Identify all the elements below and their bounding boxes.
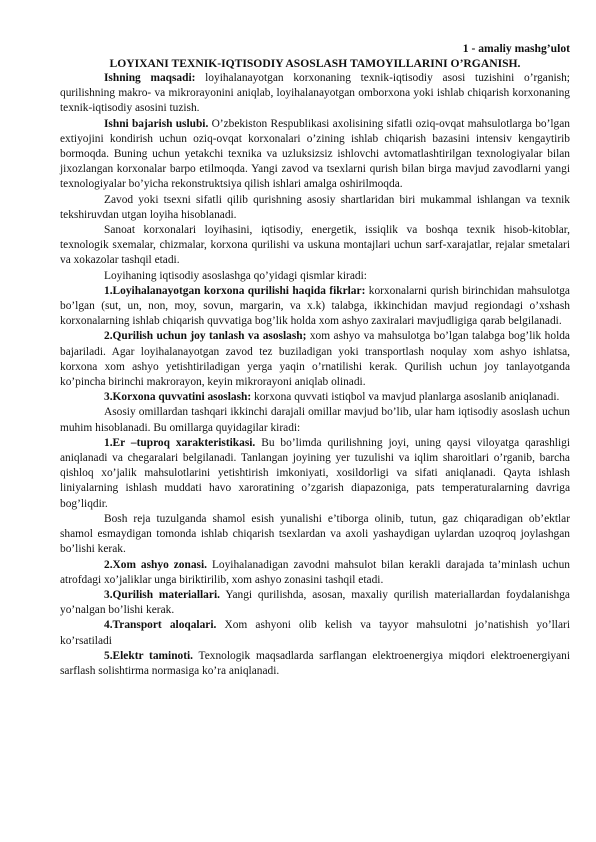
paragraph <box>60 269 570 284</box>
paragraph-lead: 2.Xom ashyo zonasi. <box>104 558 207 571</box>
numbered-paragraph <box>60 329 570 390</box>
numbered-paragraph <box>60 558 570 588</box>
paragraph <box>60 405 570 435</box>
numbered-paragraph <box>60 390 570 405</box>
paragraph-lead: Ishning maqsadi: <box>104 72 196 84</box>
paragraph-text: Sanoat korxonalari loyihasini, iqtisodiy, energetik, issiqlik va boshqa texnik hisob-kitoblar, texnologik sxemalar, chizmalar, korxona qurilishi va uskuna montajlari uchun sarf-xarajatlar, rejalar smetalari va xokazolar tashqil etadi. <box>60 224 570 267</box>
numbered-paragraph <box>60 284 570 330</box>
paragraph-text: O’zbekiston Respublikasi axolisining sifatli oziq-ovqat mahsulotlarga bo’lgan extiyojini kondirish uchun oziq-ovqat korxonalari o’zining ishlab chiqarish bazasini intensiv kengaytirib bormoqda. Buning uchun yetakchi texnika va uzluksizsiz ishlovchi avtomatlashtirilgan texnologiyalar bilan jixozlangan korxonalar barpo etilmoqda. Yangi zavod va tsexlarni qurish bilan birga mavjud zavodlarni yangi texnologiyalar bo’yicha rekonstruktsiya qilish ishlari amalga oshirilmoqda. <box>60 117 570 191</box>
paragraph-lead: Ishni bajarish uslubi. <box>104 117 209 130</box>
paragraph-lead: 3.Korxona quvvatini asoslash: <box>104 391 252 404</box>
paragraph-lead: 3.Qurilish materiallari. <box>104 588 220 601</box>
numbered-paragraph <box>60 588 570 618</box>
paragraph-text: Bosh reja tuzulganda shamol esish yunalishi e’tiborga olinib, tutun, gaz chiqaradigan ob’ektlar shamol esmaydigan tomonda ishlab chiqarish tsexlardan va axoli yashaydigan uylardan uzoqroq joylashgan bo’lishi kerak. <box>60 512 570 556</box>
paragraph-text: Yangi qurilishda, asosan, maxaliy qurilish materiallardan foydalanishga yo’nalgan bo’lishi kerak. <box>60 588 570 617</box>
paragraph-lead: 1.Er –tuproq xarakteristikasi. <box>104 436 256 449</box>
paragraph-lead: 4.Transport aloqalari. <box>104 619 217 632</box>
paragraph-lead: 2.Qurilish uchun joy tanlash va asoslash; <box>104 330 307 343</box>
document-title: LOYIXANI TEXNIK-IQTISODIY ASOSLASH TAMOYILLARINI O’RGANISH. <box>109 57 521 70</box>
paragraph <box>60 223 570 269</box>
paragraph-text: Loyihalanadigan zavodni mahsulot bilan kerakli darajada ta’minlash uchun atrofdagi xo’jaliklar unga biriktirilib, xom ashyo zonasini tashqil etadi. <box>60 558 570 586</box>
document-page <box>60 41 570 679</box>
paragraph-text: Xom ashyoni olib kelish va tayyor mahsulotni jo’natishish yo’llari ko’rsatiladi <box>60 619 570 647</box>
paragraph <box>60 193 570 223</box>
numbered-paragraph <box>60 649 570 679</box>
numbered-paragraph <box>60 436 570 512</box>
paragraph-text: Asosiy omillardan tashqari ikkinchi darajali omillar mavjud bo’lib, ular ham iqtisodiy asoslash uchun muhim hisoblanadi. Bu omillarga quyidagilar kiradi: <box>60 406 570 434</box>
paragraph <box>60 512 570 558</box>
paragraph-text: Zavod yoki tsexni sifatli qilib qurishning asosiy shartlaridan biri mukammal ishlangan va texnik tekshiruvdan utgan loyiha hisoblanadi. <box>60 193 570 221</box>
paragraph-text: korxona quvvati istiqbol va mavjud planlarga asoslanib aniqlanadi. <box>251 391 560 404</box>
paragraph-text: Bu bo’limda qurilishning joyi, uning qaysi viloyatga qarashligi aniqlanadi va chegaralari belgilanadi. Tanlangan joyining yer tuzulishi va iqlim sharoitlari o’rganib, barcha qishloq xo’jalik mahsulotlarini yetishtirish imkoniyati, xosildorligi va sifati aniqlanadi. Qayta ishlash liniyalarning ishlash muddati havo xaroratining o’zgarish diapazoniga, pats temperaturalarning davriga bog’liqdir. <box>60 436 571 510</box>
paragraph-text: loyihalanayotgan korxonaning texnik-iqtisodiy asosi tuzishini o’rganish; qurilishning makro- va mikrorayonini aniqlab, loyihalanayotgan omborxona yoki ishlab chiqarish korxonaning texnik-iqtisodiy asosini tuzish. <box>60 72 570 115</box>
paragraph-text: korxonalarni qurish birinchidan mahsulotga bo’lgan (sut, un, non, moy, sovun, margarin, va x.k) talabga, ikkinchidan mavjud regiondagi o’xshash korxonalarning ishlab chiqarish quvvatiga bog’lik holda xom ashyo zaxiralari mavjudligiga qarab belgilanadi. <box>60 284 570 328</box>
paragraph-text: xom ashyo va mahsulotga bo’lgan talabga bog’lik holda bajariladi. Agar loyihalanayotgan zavod tez buziladigan yoki transportlash noqulay xom ashyo ishlatsa, korxona xom ashyo yetishtiriladigan yerga yaqin o’rnatilishi kerak. Qurilish uchun joy tanlayotganda ko’pincha birinchi makrorayon, keyin mikrorayoni aniqlab olinadi. <box>60 330 570 389</box>
paragraph-method <box>60 117 570 193</box>
practice-label: 1 - amaliy mashg’ulot <box>462 42 570 55</box>
paragraph-text: Loyihaning iqtisodiy asoslashga qo’yidagi qismlar kiradi: <box>104 269 367 282</box>
numbered-paragraph <box>60 618 570 648</box>
paragraph-lead: 5.Elektr taminoti. <box>104 649 194 662</box>
paragraph-aim <box>60 71 570 117</box>
paragraph-lead: 1.Loyihalanayotgan korxona qurilishi haqida fikrlar: <box>104 284 366 297</box>
paragraph-text: Texnologik maqsadlarda sarflangan elektroenergiya miqdori elektroenergiyani sarflash solishtirma normasiga ko’ra aniqlanadi. <box>60 649 570 677</box>
